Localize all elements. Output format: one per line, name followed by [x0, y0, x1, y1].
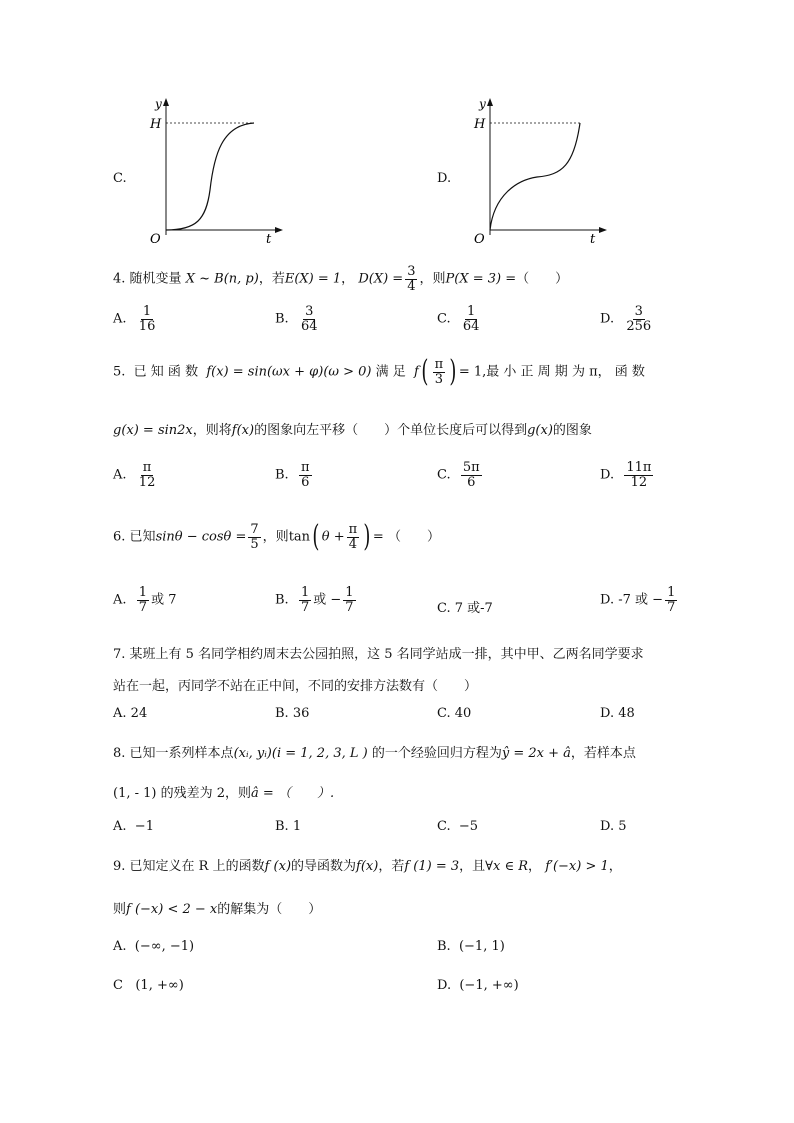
y-arrow-icon — [487, 98, 493, 106]
q6-option-d[interactable]: D. -7 或 − $\frac{1}{7}$ — [600, 585, 676, 615]
question-5-line1: 5. 已 知 函 数 f(x) = sin(ωx + φ)(ω > 0) 满 足 f( $\frac{\pi}{3}$ ) = 1,最 小 正 周 期 为 π， 函 数 — [113, 354, 645, 389]
q7-option-a[interactable]: A. 24 — [113, 706, 148, 721]
question-7-line2: 站在一起，丙同学不站在正中间，不同的安排方法数有（ ） — [113, 679, 478, 694]
y-arrow-icon — [163, 98, 169, 106]
q7-option-b[interactable]: B. 36 — [275, 706, 310, 721]
question-9-line1: 9. 已知定义在 R 上的函数f (x)的导函数为f(x)，若f (1) = 3，且∀x ∈ R， f′(−x) > 1， — [113, 859, 622, 874]
x-arrow-icon — [275, 227, 283, 233]
q6-option-c[interactable]: C. 7 或-7 — [437, 601, 493, 616]
q8-option-b[interactable]: B. 1 — [275, 819, 302, 834]
question-8-line2: (1, - 1) 的残差为 2，则â = （ ）. — [113, 786, 335, 801]
curve-c — [166, 123, 254, 230]
q7-option-c[interactable]: C. 40 — [437, 706, 472, 721]
q5-option-b[interactable]: B. $\frac{\pi}{6}$ — [275, 460, 310, 490]
h-label: H — [474, 117, 486, 132]
q9-option-b[interactable]: B. (−1, 1) — [437, 939, 505, 954]
y-label: y — [479, 97, 486, 111]
question-7-line1: 7. 某班上有 5 名同学相约周末去公园拍照，这 5 名同学站成一排，其中甲、乙两名同学要求 — [113, 647, 644, 662]
q9-option-d[interactable]: D. (−1, +∞) — [437, 978, 519, 993]
q9-option-a[interactable]: A. (−∞, −1) — [113, 939, 195, 954]
question-4: 4. 随机变量 X ~ B(n, p)，若E(X) = 1， D(X) = $\frac{3}{4}$ ，则P(X = 3) =（ ） — [113, 264, 569, 294]
h-label: H — [150, 117, 162, 132]
q8-option-d[interactable]: D. 5 — [600, 819, 627, 834]
curve-d — [490, 123, 580, 230]
q5-option-c[interactable]: C. $\frac{5\pi}{6}$ — [437, 460, 480, 490]
t-label: t — [590, 232, 596, 247]
x-arrow-icon — [599, 227, 607, 233]
origin-label: O — [474, 232, 485, 247]
q5-option-d[interactable]: D. $\frac{11\pi}{12}$ — [600, 460, 652, 490]
t-label: t — [266, 232, 272, 247]
q4-option-d[interactable]: D. $\frac{3}{256}$ — [600, 304, 652, 334]
q9-option-c[interactable]: C (1, +∞) — [113, 978, 184, 993]
q6-option-b[interactable]: B. $\frac{1}{7}$ 或 − $\frac{1}{7}$ — [275, 585, 354, 615]
option-d-label: D. — [437, 171, 452, 186]
question-8-line1: 8. 已知一系列样本点(xᵢ, yᵢ)(i = 1, 2, 3, L ) 的一个经验回归方程为ŷ = 2x + â，若样本点 — [113, 746, 636, 761]
graph-c — [138, 95, 288, 250]
question-6: 6. 已知sinθ − cosθ = $\frac{7}{5}$ ，则tan( θ + $\frac{\pi}{4}$ ) = （ ） — [113, 519, 440, 554]
q4-option-a[interactable]: A. $\frac{1}{16}$ — [113, 304, 156, 334]
y-label: y — [155, 97, 162, 111]
graph-d — [462, 95, 612, 250]
q4-option-b[interactable]: B. $\frac{3}{64}$ — [275, 304, 318, 334]
q7-option-d[interactable]: D. 48 — [600, 706, 635, 721]
q8-option-c[interactable]: C. −5 — [437, 819, 479, 834]
question-5-line2: g(x) = sin2x，则将f(x)的图象向左平移（ ）个单位长度后可以得到g(x)的图象 — [113, 423, 592, 438]
option-c-label: C. — [113, 171, 127, 186]
q5-option-a[interactable]: A. $\frac{\pi}{12}$ — [113, 460, 156, 490]
q6-option-a[interactable]: A. $\frac{1}{7}$ 或 7 — [113, 585, 177, 615]
q4-option-c[interactable]: C. $\frac{1}{64}$ — [437, 304, 480, 334]
origin-label: O — [150, 232, 161, 247]
question-9-line2: 则f (−x) < 2 − x的解集为（ ） — [113, 902, 322, 917]
q8-option-a[interactable]: A. −1 — [113, 819, 154, 834]
